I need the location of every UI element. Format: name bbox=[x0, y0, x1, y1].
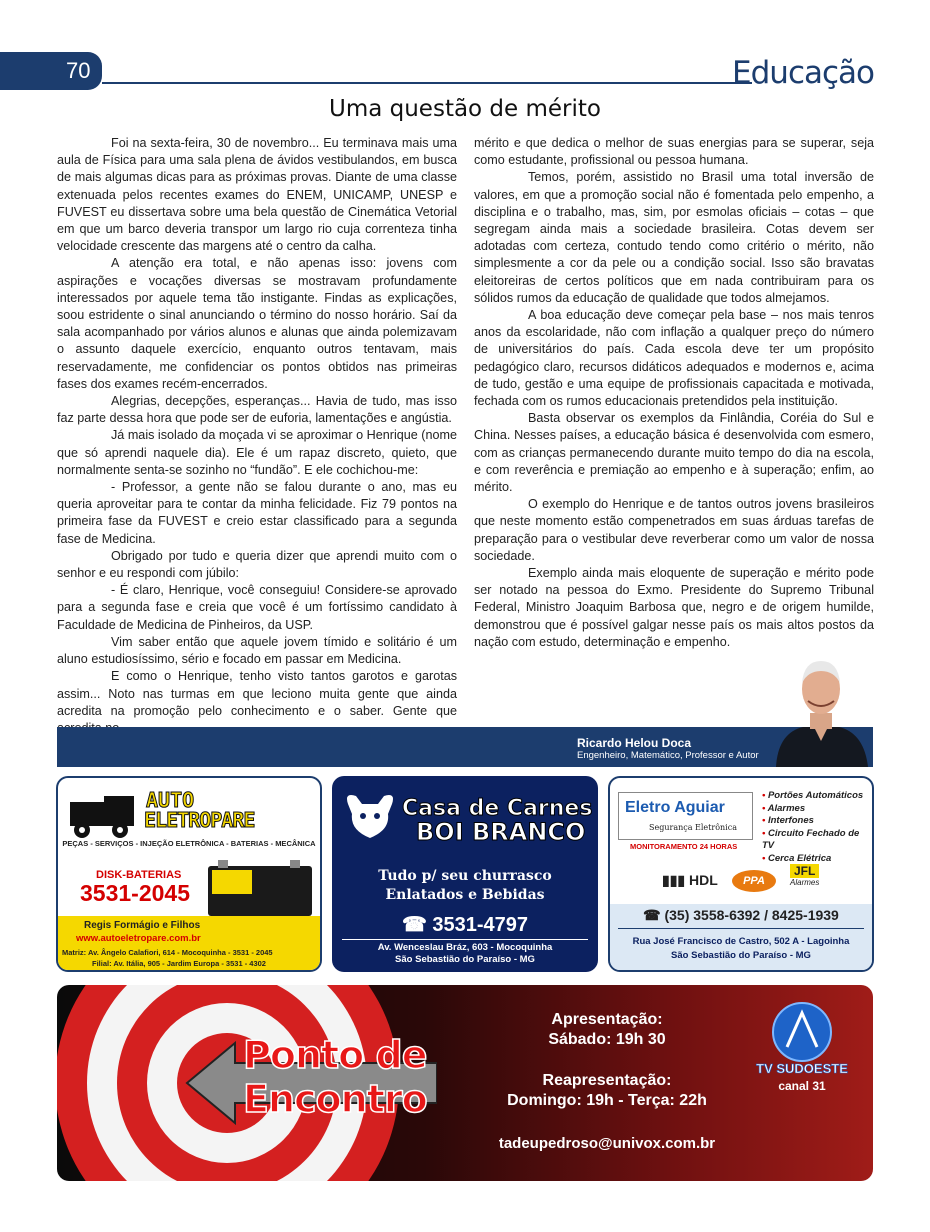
ad2-line1: Tudo p/ seu churrasco bbox=[378, 868, 552, 884]
page-number-text: 70 bbox=[66, 58, 91, 83]
ad2-phone: 3531-4797 bbox=[432, 914, 529, 936]
bull-icon bbox=[342, 790, 398, 842]
author-role: Engenheiro, Matemático, Professor e Autor bbox=[577, 750, 759, 761]
ad3-address-2: São Sebastião do Paraíso - MG bbox=[671, 950, 811, 961]
ad1-services: PEÇAS - SERVIÇOS - INJEÇÃO ELETRÔNICA - BATERIAS - MECÂNICA bbox=[62, 839, 316, 848]
ad3-services-list bbox=[762, 790, 872, 865]
author-bar bbox=[57, 727, 873, 767]
ad1-brand2: ELETROPARE bbox=[144, 808, 255, 832]
ad1-brand1: AUTO bbox=[146, 788, 195, 812]
ad1-footer bbox=[58, 916, 320, 972]
section-title: Educação bbox=[732, 55, 874, 91]
paragraph: Foi na sexta-feira, 30 de novembro... Eu terminava mais uma aula de Física para uma sala plena de ávidos vestibulandos, em busca de mais algumas dicas para as próximas provas. Diante de uma classe extenuada pelos recentes exames do ENEM, UNICAMP, UNESP e FUVEST eu dissertava sobre uma bela questão de Cinemática Vetorial em que um barco deveria transpor um largo rio cuja correnteza tinha velocidade crescente das margens até o centro da calha. bbox=[57, 136, 457, 254]
ad4-time-2: Domingo: 19h - Terça: 22h bbox=[507, 1092, 707, 1109]
list-item: • Cerca Elétrica bbox=[762, 852, 832, 864]
paragraph: - Professor, a gente não se falou durante o ano, mas eu queria aproveitar para te contar da minha felicidade. Fiz 79 pontos na primeira fase da FUVEST e creio estar classificado para a segunda fase de Medicina. bbox=[57, 480, 457, 546]
ad1-phone: 3531-2045 bbox=[80, 880, 190, 906]
ad3-address-1: Rua José Francisco de Castro, 502 A - Lagoinha bbox=[632, 936, 850, 947]
ad3-logo-box bbox=[618, 792, 753, 840]
ad4-label-2: Reapresentação: bbox=[542, 1072, 672, 1089]
paragraph: Vim saber então que aquele jovem tímido e solitário é um aluno estudiosíssimo, sério e focado em passar em Medicina. bbox=[57, 634, 457, 667]
ad2-address-2: São Sebastião do Paraíso - MG bbox=[395, 954, 535, 965]
ad-auto-eletropare[interactable] bbox=[56, 776, 322, 972]
ad4-show-title-1: Ponto de bbox=[243, 1033, 427, 1077]
ad3-tagline: Segurança Eletrônica bbox=[649, 823, 737, 832]
author-name: Ricardo Helou Doca bbox=[577, 736, 692, 750]
paragraph: Obrigado por tudo e queria dizer que aprendi muito com o senhor e eu respondi com júbilo: bbox=[57, 548, 457, 581]
ad3-logo-ppa: PPA bbox=[732, 870, 776, 892]
article-title: Uma questão de mérito bbox=[328, 96, 601, 122]
divider bbox=[618, 928, 864, 929]
paragraph: Temos, porém, assistido no Brasil uma total inversão de valores, em que a promoção social não é fomentada pelo empenho, a disciplina e o trabalho, mas, sim, por esmolas oficiais – cotas – que segregam ainda mais a sociedade brasileira. Cotas devem ser adotadas com certeza, contudo tendo como critério o mérito, não simplesmente a cor da pele ou a condição social. Isso são bravatas eleitoreiras de certos políticos que em nada contribuiram para os sólidos rumos da educação de qualidade que todos almejamos. bbox=[474, 170, 874, 305]
ad2-address-1: Av. Wenceslau Bráz, 603 - Mocoquinha bbox=[377, 942, 553, 953]
ad1-site-link[interactable]: www.autoeletropare.com.br bbox=[76, 933, 201, 944]
list-item: • Circuito Fechado de TV bbox=[762, 827, 860, 851]
ad4-channel: canal 31 bbox=[778, 1079, 826, 1093]
paragraph: Basta observar os exemplos da Finlândia, Coréia do Sul e China. Nesses países, a educação básica é desenvolvida com esmero, com as crianças permanecendo durante muito tempo do dia na escola, e com reverência e premiação ao empenho e à superação; enfim, ao mérito. bbox=[474, 411, 874, 495]
ad-ponto-de-encontro[interactable] bbox=[57, 985, 873, 1181]
list-item: • Interfones bbox=[762, 815, 814, 826]
ad2-brand1: Casa de Carnes bbox=[402, 796, 593, 821]
ad1-disk: DISK-BATERIAS bbox=[96, 869, 182, 881]
ad3-monitor: MONITORAMENTO 24 HORAS bbox=[630, 842, 738, 851]
paragraph: Já mais isolado da moçada vi se aproximar o Henrique (nome que só aprendi naquele dia). Ele é um rapaz discreto, quieto, que normalmente senta-se sozinho no “fundão”. E ele cochichou-me: bbox=[57, 428, 457, 477]
ad1-address-2: Filial: Av. Itália, 905 - Jardim Europa - 3531 - 4302 bbox=[92, 959, 266, 968]
list-item: • Portões Automáticos bbox=[762, 790, 864, 801]
paragraph: O exemplo do Henrique e de tantos outros jovens brasileiros que neste momento estão compenetrados em suas árduas tarefas de preparação para o vestibular deve reverberar como um valor de nossa sociedade. bbox=[474, 497, 874, 563]
paragraph: A boa educação deve começar pela base – nos mais tenros anos da escolaridade, não com inflação a qualquer preço do número de universitários do país. Cada escola deve ter um propósito pedagógico claro, recursos didáticos adequados e modernos e, acima de tudo, gestão e uma equipe de profissionais capacitada e motivada, fechada com os rumos educacionais pretendidos pela instituição. bbox=[474, 308, 874, 409]
paragraph: - É claro, Henrique, você conseguiu! Considere-se aprovado para a segunda fase e creia que você é um fortíssimo candidato à Faculdade de Medicina de Pinheiros, da USP. bbox=[57, 583, 457, 632]
ad4-tv-name: TV SUDOESTE bbox=[756, 1061, 848, 1076]
phone-icon: ☎ bbox=[643, 907, 665, 923]
ad4-time-1: Sábado: 19h 30 bbox=[548, 1031, 666, 1048]
ad1-address-1: Matriz: Av. Ângelo Calafiori, 614 - Mocoquinha - 3531 - 2045 bbox=[62, 948, 273, 957]
ad4-show-title-2: Encontro bbox=[243, 1077, 427, 1121]
ad2-line2: Enlatados e Bebidas bbox=[385, 887, 545, 903]
ad3-logo-jfl: JFL Alarmes bbox=[790, 864, 820, 887]
ad3-phone-row bbox=[610, 907, 872, 924]
ad3-footer bbox=[610, 904, 872, 972]
ad3-brand: Eletro Aguiar bbox=[625, 799, 725, 816]
paragraph: E como o Henrique, tenho visto tantos garotos e garotas assim... Noto nas turmas em que leciono muita gente que ainda acredita na promoção pelo conhecimento e o saber. Gente que bbox=[57, 669, 457, 718]
paragraph: A atenção era total, e não apenas isso: jovens com aspirações e vocações diversas se mostravam profundamente interessados por aquele tema tão instigante. Findas as explicações, soou estridente o sinal anunciando o término do nosso horário. Saí da sala acompanhado por vários alunos e alunas que ainda polemizavam o assunto daquele exercício, enquanto outros tentavam, mais reservadamente, me confidenciar os pontos obtidos nas primeiras fases dos exames recém-encerrados. bbox=[57, 256, 457, 391]
car-battery-icon bbox=[204, 858, 316, 918]
author-photo bbox=[768, 655, 874, 767]
ad2-brand2: BOI BRANCO bbox=[416, 818, 586, 846]
tv-globe-icon bbox=[771, 1001, 833, 1063]
page-number bbox=[0, 52, 102, 90]
ad-eletro-aguiar[interactable] bbox=[608, 776, 874, 972]
divider bbox=[342, 939, 588, 940]
article-column-1 bbox=[57, 135, 457, 737]
hdl-icon: ▮▮▮ bbox=[662, 872, 690, 888]
ad-boi-branco[interactable] bbox=[332, 776, 598, 972]
ad4-email-link[interactable]: tadeupedroso@univox.com.br bbox=[498, 1135, 716, 1152]
paragraph: Exemplo ainda mais eloquente de superação e mérito pode ser notado na pessoa do Exmo. Presidente do Supremo Tribunal Federal, Ministro Joaquim Barbosa que, negro e de origem humilde, demonstrou que é possível galgar nesse país os mais altos postos da nação com estudo, determinação e empenho. bbox=[474, 566, 874, 649]
header-rule bbox=[102, 82, 752, 84]
paragraph-continued: mérito e que dedica o melhor de suas energias para se superar, seja como estudante, profissional ou pessoa humana. bbox=[474, 136, 874, 168]
ad4-label-1: Apresentação: bbox=[551, 1011, 663, 1028]
ad3-logo-hdl: ▮▮▮ HDL bbox=[662, 872, 718, 888]
phone-icon: ☎ bbox=[401, 914, 433, 936]
paragraph: Alegrias, decepções, esperanças... Havia de tudo, mas isso faz parte dessa hora que pode ser de euforia, lamentações e angústia. bbox=[57, 394, 457, 426]
list-item: • Alarmes bbox=[762, 802, 806, 814]
article-column-2 bbox=[474, 135, 874, 651]
ad2-phone-row bbox=[332, 912, 598, 937]
ad1-owners: Regis Formágio e Filhos bbox=[84, 920, 201, 931]
ad3-phone: (35) 3558-6392 / 8425-1939 bbox=[664, 907, 839, 923]
tow-truck-icon bbox=[70, 792, 138, 840]
